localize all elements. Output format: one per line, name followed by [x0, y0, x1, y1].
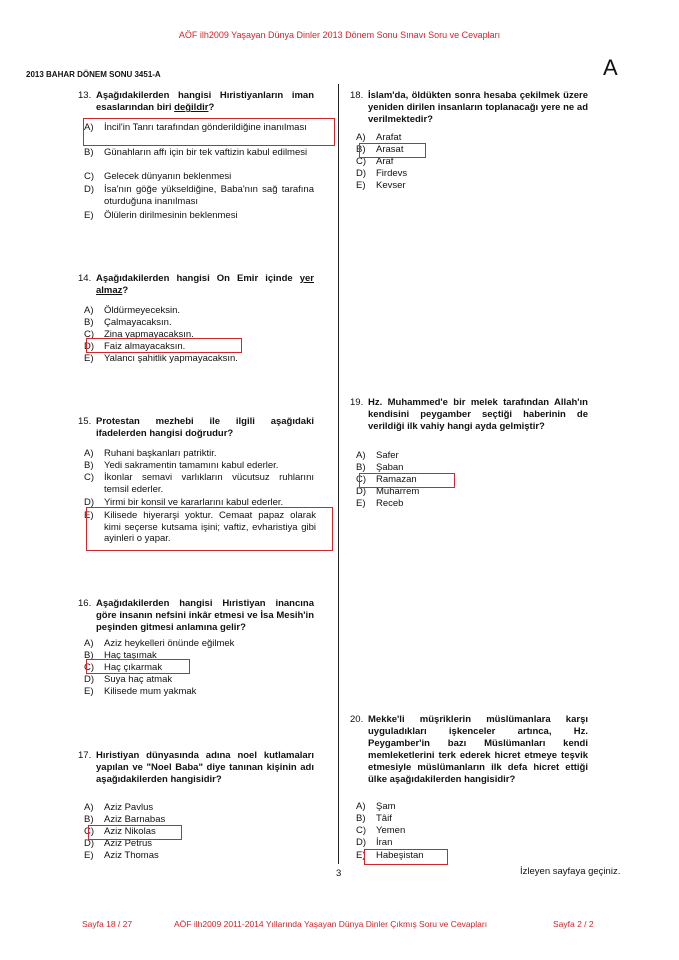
answer-highlight — [359, 143, 426, 158]
footer-title: AÖF ilh2009 2011-2014 Yıllarında Yaşayan Dünya Dinler Çıkmış Soru ve Cevapları — [174, 919, 488, 929]
document-title: AÖF ilh2009 Yaşayan Dünya Dinler 2013 Dönem Sonu Sınavı Soru ve Cevapları — [178, 30, 501, 40]
question-stem: Aşağıdakilerden hangisi Hıristiyanların iman esaslarından biri değildir? — [96, 90, 314, 113]
exam-code: 2013 BAHAR DÖNEM SONU 3451-A — [26, 70, 161, 79]
question-stem: Aşağıdakilerden hangisi Hıristiyan inancına göre insanın nefsini inkâr etmesi ve İsa Mesih'in peşinden gitmesi anlamına gelir? — [96, 598, 314, 633]
answer-highlight — [88, 825, 182, 840]
question-number: 13. — [78, 90, 92, 101]
answer-highlight — [359, 473, 455, 488]
page-number: 3 — [336, 868, 342, 879]
answer-highlight — [83, 118, 335, 146]
question-19: 19. Hz. Muhammed'e bir melek tarafından Allah'ın kendisini peygamber seçtiği haberinin de verildiği ilk vahiy hangi ayda gelmiştir? A) Safer B) Şaban C) Ramazan D) Muharrem E) Receb — [350, 397, 588, 509]
question-16: 16. Aşağıdakilerden hangisi Hıristiyan inancına göre insanın nefsini inkâr etmesi ve İsa Mesih'in peşinden gitmesi anlamına gelir? A) Aziz heykelleri önünde eğilmek B) Haç taşımak C) Haç çıkarmak D) Suya haç atmak E) Kilisede mum yakmak — [78, 598, 314, 697]
question-17: 17. Hıristiyan dünyasında adına noel kutlamaları yapılan ve "Noel Baba" diye tanınan kişinin adı aşağıdakilerden hangisidir? A) Aziz Pavlus B) Aziz Barnabas C) Aziz Nikolas D) Aziz Petrus E) Aziz Thomas — [78, 750, 314, 861]
question-14: 14. Aşağıdakilerden hangisi On Emir içinde yer almaz? A) Öldürmeyeceksin. B) Çalmayacaksın. C) Zina yapmayacaksın. D) Faiz almayacaksın. E) Yalancı şahitlik yapmayacaksın. — [78, 273, 314, 364]
answer-highlight — [86, 659, 190, 674]
question-stem: Aşağıdakilerden hangisi On Emir içinde yer almaz? — [96, 273, 314, 296]
question-number: 14. — [78, 273, 92, 284]
question-number: 17. — [78, 750, 92, 761]
question-number: 16. — [78, 598, 92, 609]
question-20: 20. Mekke'li müşriklerin müslümanlara karşı uyguladıkları işkenceler artınca, Hz. Peygamber'in bazı Müslümanları kendi memleketlerini terk ederek hicret etmeye teşvik etmesiyle müslümanların ilk defa hicret ettiği ülke aşağıdakilerden hangisidir? A) Şam B) Tâif C) Yemen D) İran E) Habeşistan — [350, 714, 588, 861]
column-divider — [338, 84, 339, 864]
answer-highlight — [364, 849, 448, 865]
footer-page-left: Sayfa 18 / 27 — [82, 919, 133, 929]
booklet-letter: A — [603, 55, 618, 80]
answer-highlight — [86, 507, 333, 551]
answer-highlight — [86, 338, 242, 353]
question-18: 18. İslam'da, öldükten sonra hesaba çekilmek üzere yeniden dirilen insanların toplanacağı yere ne ad verilmektedir? A) Arafat B) Arasat C) Araf D) Firdevs E) Kevser — [350, 90, 588, 191]
question-13: 13. Aşağıdakilerden hangisi Hıristiyanların iman esaslarından biri değildir? A) İncil'in Tanrı tarafından gönderildiğine inanılması B) Günahların affı için bir tek vaftizin kabul edilmesi C) Gelecek dünyanın beklenmesi D) İsa'nın göğe yükseldiğine, Baba'nın sağ tarafına oturduğuna inanılması E) Ölülerin dirilmesinin beklenmesi — [78, 90, 314, 221]
question-15: 15. Protestan mezhebi ile ilgili aşağıdaki ifadelerden hangisi doğrudur? A) Ruhani başkanları patriktir. B) Yedi sakramentin tamamını kabul ederler. C) İkonlar semavi varlıkların vücutsuz ruhlarını temsil ederler. D) Yirmi bir konsil ve kararlarını kabul ederler. E) Kilisede hiyerarşi yoktur. Cemaat papaz olarak kimi seçerse kutsama işini; vaftiz, evharistiya gibi ayinleri o yapar. — [78, 416, 316, 544]
question-number: 15. — [78, 416, 92, 427]
next-page-note: İzleyen sayfaya geçiniz. — [520, 866, 621, 877]
question-number: 20. — [350, 714, 364, 725]
question-stem: Mekke'li müşriklerin müslümanlara karşı uyguladıkları işkenceler artınca, Hz. Peygamber'in bazı Müslümanları kendi memleketlerini terk ederek hicret etmeye teşvik etmesiyle müslümanların ilk defa hicret ettiği ülke aşağıdakilerden hangisidir? — [368, 714, 588, 785]
question-stem: Hıristiyan dünyasında adına noel kutlamaları yapılan ve "Noel Baba" diye tanınan kişinin adı aşağıdakilerden hangisidir? — [96, 750, 314, 785]
question-stem: İslam'da, öldükten sonra hesaba çekilmek üzere yeniden dirilen insanların toplanacağı yere ne ad verilmektedir? — [368, 90, 588, 125]
footer-page-right: Sayfa 2 / 2 — [553, 919, 594, 929]
question-number: 19. — [350, 397, 364, 408]
question-number: 18. — [350, 90, 364, 101]
question-stem: Protestan mezhebi ile ilgili aşağıdaki ifadelerden hangisi doğrudur? — [96, 416, 314, 439]
question-stem: Hz. Muhammed'e bir melek tarafından Allah'ın kendisini peygamber seçtiği haberinin de verildiği ilk vahiy hangi ayda gelmiştir? — [368, 397, 588, 432]
